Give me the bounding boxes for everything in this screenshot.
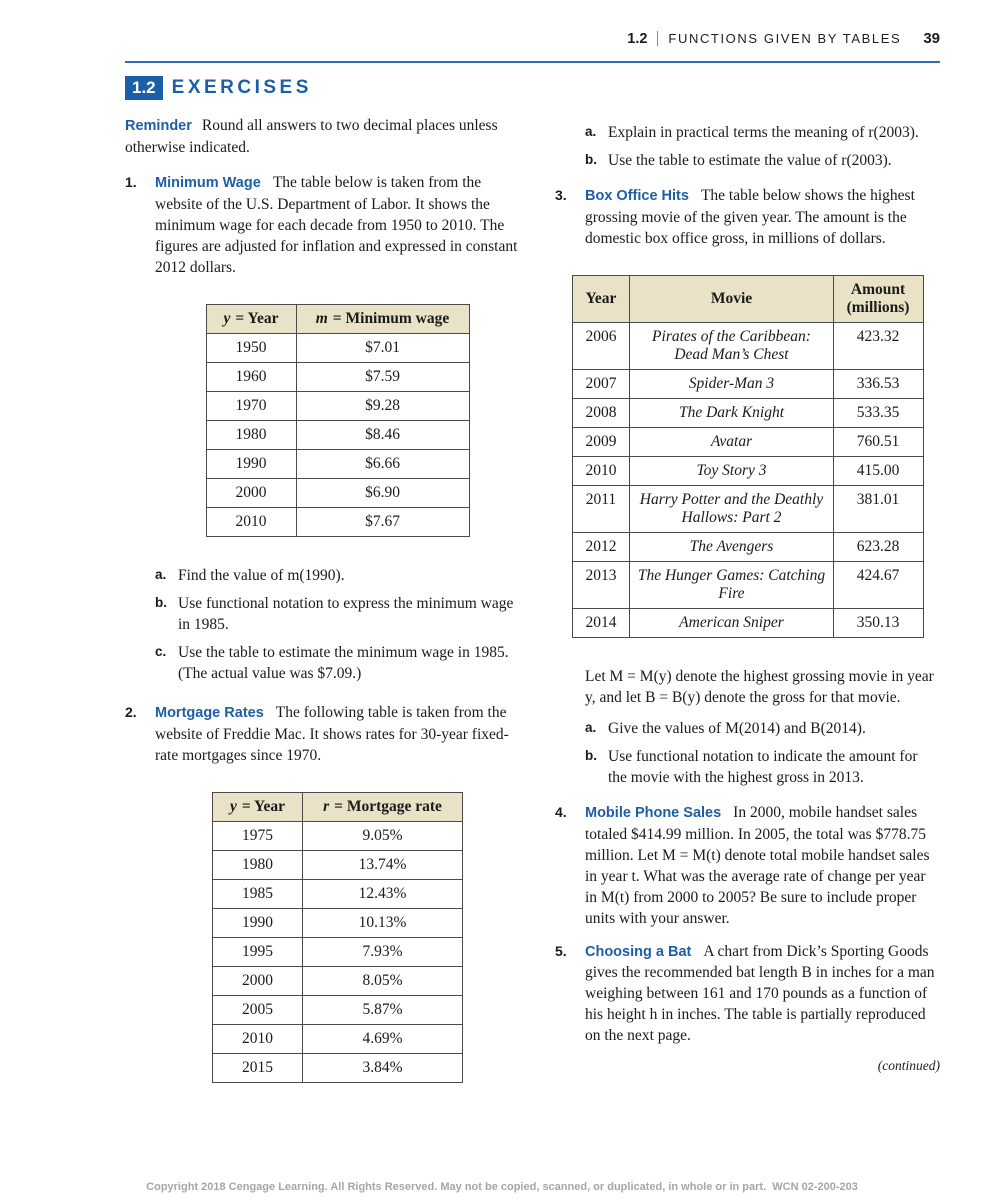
year-cell: 2011 [572,486,630,533]
table-row [206,391,469,420]
exercise-3-intro-text: The table below shows the highest grossing movie of the given year. The amount is the domestic box office gross, in millions of dollars. [585,187,915,247]
part-text: Use functional notation to indicate the amount for the movie with the highest gross in 2013. [608,748,918,787]
exercise-5 [555,941,940,1047]
year-cell: 1960 [206,362,296,391]
copyright-footer: Copyright 2018 Cengage Learning. All Rights Reserved. May not be copied, scanned, or duplicated, in whole or in part. WCN 02-200-203 [146,1181,858,1193]
table-row [572,399,923,428]
year-cell: 2015 [213,1054,303,1083]
rate-cell: 7.93% [303,938,463,967]
movie-cell: Avatar [630,428,833,457]
wage-cell: $9.28 [296,391,469,420]
year-cell: 2013 [572,562,630,609]
part-text: Find the value of m(1990). [178,566,345,584]
rate-variable: r [323,798,330,816]
rate-cell: 9.05% [303,822,463,851]
wage-cell: $8.46 [296,420,469,449]
table-row [213,996,463,1025]
exercise-4-body [585,802,940,929]
year-cell: 1970 [206,391,296,420]
left-column [125,115,520,1122]
exercise-5-title: Choosing a Bat [585,943,692,960]
table-row [572,533,923,562]
year-cell: 1975 [213,822,303,851]
table-row [213,909,463,938]
wage-cell: $6.66 [296,449,469,478]
part-label: a. [155,566,167,582]
part-label: b. [585,152,597,168]
year-cell: 2010 [206,507,296,536]
exercise-3-outro: Let M = M(y) denote the highest grossing movie in year y, and let B = B(y) denote the gross for that movie. [585,668,934,707]
column-gap [520,115,555,1122]
table-row [206,333,469,362]
year-column-header [213,793,303,822]
wage-cell: $7.67 [296,507,469,536]
part-text: Use the table to estimate the value of r(2003). [608,152,892,170]
exercise-5-body [585,941,940,1047]
table-row [572,323,923,370]
year-cell: 2007 [572,370,630,399]
exercise-1-intro [155,172,520,278]
table-row [213,880,463,909]
exercise-3-body [585,185,940,249]
table-row [572,609,923,638]
reminder-label: Reminder [125,118,192,134]
section-number: 1.2 [627,30,648,47]
exercise-5-text: A chart from Dick’s Sporting Goods gives the recommended bat length B in inches for a man weighing between 161 and 170 pounds as a function of his height h in inches. The table is partially reproduced on the next page. [585,942,935,1045]
year-cell: 1985 [213,880,303,909]
exercise-3-part-b [585,746,940,788]
year-cell: 2010 [213,1025,303,1054]
rate-cell: 4.69% [303,1025,463,1054]
exercise-3-number: 3. [555,187,567,204]
part-text: Explain in practical terms the meaning of r(2003). [608,124,919,141]
box-office-table [572,275,924,638]
minimum-wage-table [206,304,470,537]
exercise-4-text-block [585,802,940,929]
movie-cell: Harry Potter and the Deathly Hallows: Part 2 [630,486,833,533]
exercise-4 [555,802,940,929]
part-label: b. [155,594,167,610]
rate-cell: 8.05% [303,967,463,996]
year-cell: 2000 [213,967,303,996]
exercise-1-part-a [155,565,520,586]
exercise-1 [125,172,520,691]
table-row [213,938,463,967]
year-column-header: Year [572,276,630,323]
amount-cell: 415.00 [833,457,923,486]
table-row [572,370,923,399]
exercise-3 [555,185,940,249]
movie-cell: The Avengers [630,533,833,562]
part-label: b. [585,748,597,764]
year-cell: 1980 [206,420,296,449]
header-divider [657,31,658,46]
exercise-1-body [155,172,520,691]
rate-header-label: = Mortgage rate [334,798,442,816]
continued-note: (continued) [877,1057,940,1073]
amount-cell: 350.13 [833,609,923,638]
rate-column-header [303,793,463,822]
exercise-1-number: 1. [125,173,137,190]
exercise-2-number: 2. [125,704,137,721]
movie-cell: American Sniper [630,609,833,638]
year-cell: 2008 [572,399,630,428]
exercise-5-number: 5. [555,942,567,959]
year-cell: 2000 [206,478,296,507]
part-label: a. [585,124,597,139]
part-text: Give the values of M(2014) and B(2014). [608,720,866,738]
amount-cell: 423.32 [833,323,923,370]
amount-cell: 623.28 [833,533,923,562]
year-header-label: = Year [241,798,285,816]
year-cell: 2006 [572,323,630,370]
exercise-2-intro [155,702,520,766]
two-column-layout [125,115,940,1122]
page-number: 39 [923,30,940,47]
table-row [206,478,469,507]
year-variable: y [223,309,231,327]
table-row [213,967,463,996]
movie-cell: Spider-Man 3 [630,370,833,399]
year-cell: 1990 [206,449,296,478]
rate-cell: 12.43% [303,880,463,909]
exercises-banner-title: EXERCISES [171,77,312,98]
table-row [213,851,463,880]
amount-cell: 336.53 [833,370,923,399]
year-cell: 2005 [213,996,303,1025]
exercise-1-title: Minimum Wage [155,174,261,191]
exercise-4-title: Mobile Phone Sales [585,805,722,822]
wage-cell: $7.59 [296,362,469,391]
part-label: a. [585,720,597,736]
table-header-row [213,793,463,822]
wage-header-label: = Minimum wage [332,309,450,327]
exercise-1-intro-text: The table below is taken from the website of the U.S. Department of Labor. It shows the minimum wage for each decade from 1950 to 2010. The figures are adjusted for inflation and expressed in constant 2012 dollars. [155,173,518,276]
movie-cell: Toy Story 3 [630,457,833,486]
table-header-row [206,304,469,333]
part-text: Use functional notation to express the minimum wage in 1985. [178,594,514,633]
year-cell: 1980 [213,851,303,880]
exercises-banner-number: 1.2 [125,76,163,100]
exercise-3-followup [555,666,940,788]
rate-cell: 13.74% [303,851,463,880]
exercise-2-intro-text: The following table is taken from the website of Freddie Mac. It shows rates for 30-year fixed-rate mortgages since 1970. [155,704,509,765]
exercise-3-part-a [585,718,940,739]
table-row [206,507,469,536]
part-text: Use the table to estimate the minimum wage in 1985. (The actual value was $7.09.) [178,644,509,683]
year-variable: y [229,798,237,816]
part-label: c. [155,644,167,660]
table-row [206,449,469,478]
table-row [206,420,469,449]
movie-cell: Pirates of the Caribbean: Dead Man’s Chest [630,323,833,370]
exercise-2-part-a [585,122,940,143]
rate-cell: 10.13% [303,909,463,938]
year-header-label: = Year [235,309,279,327]
exercise-4-text: In 2000, mobile handset sales totaled $414.99 million. In 2005, the total was $778.75 million. Let M = M(t) denote total mobile handset sales in year t. What was the average rate of change per year in M(t) from 2000 to 2005? Be sure to include proper units with your answer. [585,804,930,928]
table-row [572,486,923,533]
year-cell: 2009 [572,428,630,457]
exercise-1-part-b [155,593,520,635]
year-cell: 2012 [572,533,630,562]
year-cell: 2010 [572,457,630,486]
movie-cell: The Dark Knight [630,399,833,428]
year-cell: 2014 [572,609,630,638]
amount-cell: 424.67 [833,562,923,609]
section-title: FUNCTIONS GIVEN BY TABLES [668,31,902,46]
wage-cell: $7.01 [296,333,469,362]
table-row [213,1025,463,1054]
year-cell: 1995 [213,938,303,967]
exercise-3-intro [585,185,940,249]
wage-cell: $6.90 [296,478,469,507]
right-column [555,115,940,1122]
table-row [213,822,463,851]
rate-cell: 3.84% [303,1054,463,1083]
exercise-2-body [155,702,520,1111]
movie-cell: The Hunger Games: Catching Fire [630,562,833,609]
year-cell: 1990 [213,909,303,938]
exercise-2 [125,702,520,1111]
wage-variable: m [315,309,328,327]
table-row [206,362,469,391]
movie-column-header: Movie [630,276,833,323]
reminder-text: Round all answers to two decimal places unless otherwise indicated. [125,117,498,156]
section-rule [125,61,940,63]
exercises-banner [125,76,940,100]
year-column-header [206,304,296,333]
exercise-2-title: Mortgage Rates [155,705,264,722]
running-head [125,30,940,47]
amount-column-header: Amount (millions) [833,276,923,323]
exercise-4-number: 4. [555,804,567,821]
table-row [572,457,923,486]
rate-cell: 5.87% [303,996,463,1025]
amount-cell: 381.01 [833,486,923,533]
year-cell: 1950 [206,333,296,362]
table-row [572,562,923,609]
table-header-row [572,276,923,323]
table-row [572,428,923,457]
exercise-2-part-b [585,150,940,171]
exercise-3-title: Box Office Hits [585,188,689,205]
table-row [213,1054,463,1083]
wage-column-header [296,304,469,333]
exercise-5-text-block [585,941,940,1047]
reminder-note [125,115,520,158]
mortgage-rate-table [212,792,463,1083]
exercise-2-parts-continued [555,122,940,171]
exercise-1-part-c [155,642,520,684]
amount-cell: 760.51 [833,428,923,457]
amount-cell: 533.35 [833,399,923,428]
